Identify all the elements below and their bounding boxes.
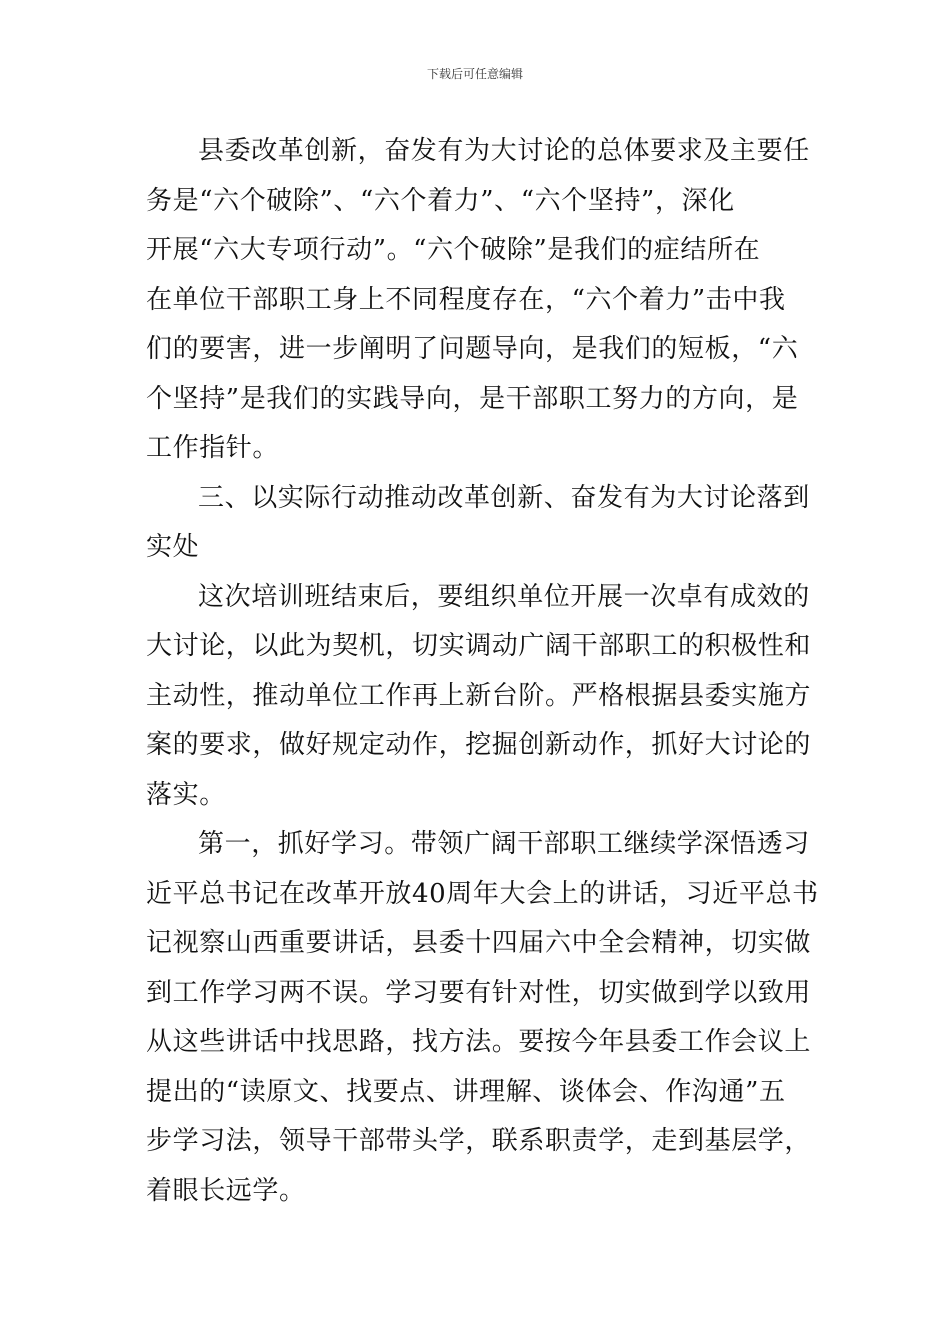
paragraph-line: 这次培训班结束后，要组织单位开展一次卓有成效的 xyxy=(198,581,810,612)
paragraph-line: 近平总书记在改革开放40周年大会上的讲话，习近平总书 xyxy=(146,878,819,909)
paragraph-line: 务是“六个破除”、“六个着力”、“六个坚持”，深化 xyxy=(146,185,735,216)
section-heading-line: 三、以实际行动推动改革创新、奋发有为大讨论落到 xyxy=(198,482,810,513)
paragraph-line: 提出的“读原文、找要点、讲理解、谈体会、作沟通”五 xyxy=(146,1076,786,1107)
section-heading-line: 实处 xyxy=(146,532,200,562)
paragraph-line: 落实。 xyxy=(146,779,226,810)
paragraph-line: 第一，抓好学习。带领广阔干部职工继续学深悟透习 xyxy=(198,829,810,859)
paragraph-line: 开展“六大专项行动”。“六个破除”是我们的症结所在 xyxy=(146,235,761,265)
paragraph-line: 大讨论，以此为契机，切实调动广阔干部职工的积极性和 xyxy=(146,631,812,661)
paragraph-line: 工作指针。 xyxy=(146,433,280,463)
paragraph-line: 从这些讲话中找思路，找方法。要按今年县委工作会议上 xyxy=(146,1027,812,1057)
paragraph-line: 们的要害，进一步阐明了问题导向，是我们的短板，“六 xyxy=(146,334,799,364)
paragraph-line: 个坚持”是我们的实践导向，是干部职工努力的方向，是 xyxy=(146,383,799,414)
paragraph-line: 案的要求，做好规定动作，挖掘创新动作，抓好大讨论的 xyxy=(146,730,812,760)
paragraph-line: 步学习法，领导干部带头学，联系职责学，走到基层学， xyxy=(146,1126,812,1156)
paragraph-line: 主动性，推动单位工作再上新台阶。严格根据县委实施方 xyxy=(146,680,812,711)
paragraph-line: 县委改革创新，奋发有为大讨论的总体要求及主要任 xyxy=(198,136,810,166)
page-header: 下载后可任意编辑 xyxy=(426,67,523,81)
paragraph-line: 在单位干部职工身上不同程度存在，“六个着力”击中我 xyxy=(146,284,786,315)
paragraph-line: 记视察山西重要讲话，县委十四届六中全会精神，切实做 xyxy=(146,928,812,958)
paragraph-line: 到工作学习两不误。学习要有针对性，切实做到学以致用 xyxy=(146,977,812,1008)
paragraph-line: 着眼长远学。 xyxy=(146,1175,306,1206)
document-body xyxy=(146,127,819,1216)
